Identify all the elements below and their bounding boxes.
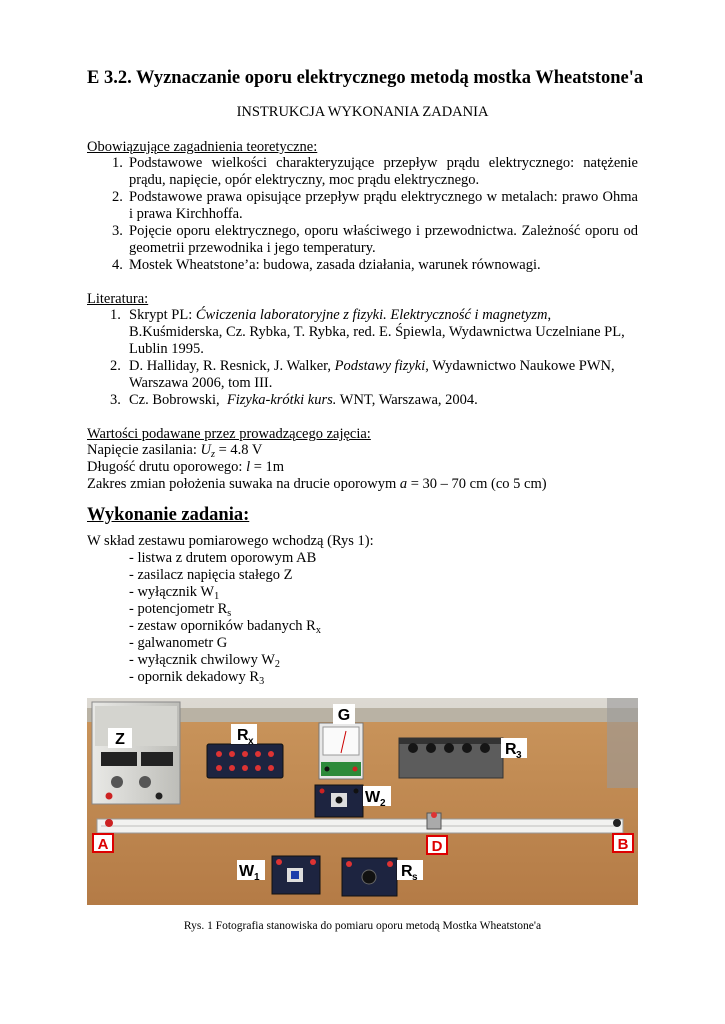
literature-item-3-title: Fizyka-krótki kurs.	[226, 392, 337, 408]
label-a: A	[97, 836, 109, 853]
power-supply-z	[92, 702, 180, 804]
length-label: Długość drutu oporowego:	[87, 459, 247, 475]
theory-item-3: Pojęcie oporu elektrycznego, oporu właściwego i przewodnictwa. Zależność oporu od geometrii przewodnika i jego temperatury.	[129, 223, 638, 256]
galvanometer-g	[319, 723, 363, 779]
equipment-item-text: - wyłącznik chwilowy W	[129, 652, 275, 668]
literature-item-1-title: Ćwiczenia laboratoryjne z fizyki. Elektryczność i magnetyzm	[195, 307, 548, 323]
length-line	[87, 459, 284, 476]
equipment-item-3	[129, 584, 219, 601]
voltage-subscript: z	[211, 449, 215, 460]
equipment-item-text: - galwanometr G	[129, 635, 228, 651]
label-r3: R	[505, 741, 517, 758]
label-z: Z	[115, 731, 125, 748]
literature-item-2	[129, 358, 634, 392]
label-w1: W	[239, 863, 255, 880]
equipment-item-text: - zestaw oporników badanych R	[129, 618, 316, 634]
resistor-set-rx	[207, 744, 283, 778]
momentary-switch-w2	[315, 785, 363, 817]
literature-item-1-post: , B.Kuśmiderska, Cz. Rybka, T. Rybka, red. E. Śpiewla, Wydawnictwa Uczelniane PL, Lublin 1995.	[129, 307, 625, 357]
equipment-item-4	[129, 601, 231, 618]
literature-num-2: 2.	[110, 358, 121, 374]
literature-item-2-title: Podstawy fizyki	[334, 358, 426, 374]
voltage-symbol: U	[200, 442, 212, 458]
theory-item-4: Mostek Wheatstone’a: budowa, zasada działania, warunek równowagi.	[129, 257, 541, 273]
length-symbol: l	[246, 459, 251, 475]
length-value: = 1m	[250, 459, 285, 475]
theory-num-4: 4.	[112, 257, 123, 273]
lab-setup-photo	[87, 698, 638, 905]
literature-num-3: 3.	[110, 392, 121, 408]
literature-heading: Literatura:	[87, 291, 149, 307]
chair-background	[607, 698, 638, 788]
lab-setup-illustration	[87, 698, 638, 905]
literature-item-1-pre: Skrypt PL:	[129, 307, 196, 323]
decade-resistor-r3	[399, 738, 503, 778]
literature-num-1: 1.	[110, 307, 121, 323]
equipment-item-text: - listwa z drutem oporowym AB	[129, 550, 317, 566]
label-g: G	[337, 707, 351, 724]
literature-item-3-post: WNT, Warszawa, 2004.	[336, 392, 478, 408]
label-w1-sub: 1	[254, 872, 260, 883]
equipment-item-text: - wyłącznik W	[129, 584, 215, 600]
range-label: Zakres zmian położenia suwaka na drucie oporowym	[87, 476, 400, 492]
potentiometer-rs	[342, 858, 397, 896]
switch-w1	[272, 856, 320, 894]
equipment-item-subscript: 1	[214, 591, 220, 602]
theory-item-1: Podstawowe wielkości charakteryzujące przepływ prądu elektrycznego: natężenie prądu, napięcie, opór elektryczny, moc prądu elektrycznego.	[129, 155, 638, 188]
label-rx: R	[237, 727, 249, 744]
equipment-item-subscript: 2	[274, 659, 280, 670]
label-d: D	[431, 838, 443, 855]
literature-item-2-post: , Wydawnictwo Naukowe PWN, Warszawa 2006, tom III.	[129, 358, 615, 391]
document-title: E 3.2. Wyznaczanie oporu elektrycznego metodą mostka Wheatstone'a	[87, 68, 644, 88]
equipment-item-subscript: 3	[259, 676, 265, 687]
theory-num-1: 1.	[112, 155, 123, 171]
equipment-item-5	[129, 618, 321, 635]
range-value: = 30 – 70 cm (co 5 cm)	[407, 476, 547, 492]
voltage-line	[87, 442, 262, 459]
execution-heading: Wykonanie zadania:	[87, 505, 250, 525]
label-rs-sub: s	[412, 872, 418, 883]
label-b: B	[617, 836, 629, 853]
literature-item-1	[129, 307, 634, 358]
values-heading: Wartości podawane przez prowadzącego zajęcia:	[87, 426, 371, 442]
label-r3-sub: 3	[516, 750, 522, 761]
label-rx-sub: x	[248, 736, 254, 747]
literature-item-3	[129, 392, 478, 409]
equipment-item-7	[129, 652, 280, 669]
equipment-item-subscript: s	[227, 608, 232, 619]
document-subtitle: INSTRUKCJA WYKONANIA ZADANIA	[236, 104, 489, 120]
equipment-item-text: - potencjometr R	[129, 601, 228, 617]
label-w2-sub: 2	[380, 798, 386, 809]
figure-caption: Rys. 1 Fotografia stanowiska do pomiaru oporu metodą Mostka Wheatstone'a	[183, 920, 542, 932]
equipment-item-8	[129, 669, 264, 686]
voltage-value: = 4.8 V	[214, 442, 263, 458]
equipment-item-1	[129, 550, 316, 567]
voltage-label: Napięcie zasilania:	[87, 442, 201, 458]
equipment-item-text: - opornik dekadowy R	[129, 669, 260, 685]
theory-heading: Obowiązujące zagadnienia teoretyczne:	[87, 139, 318, 155]
equipment-item-text: - zasilacz napięcia stałego Z	[129, 567, 293, 583]
theory-num-2: 2.	[112, 189, 123, 205]
range-symbol: a	[399, 476, 408, 492]
label-rs: R	[401, 863, 413, 880]
equipment-item-6	[129, 635, 227, 652]
literature-item-2-pre: D. Halliday, R. Resnick, J. Walker,	[129, 358, 335, 374]
equipment-item-subscript: x	[315, 625, 321, 636]
literature-item-3-pre: Cz. Bobrowski,	[129, 392, 227, 408]
label-w2: W	[365, 789, 381, 806]
theory-num-3: 3.	[112, 223, 123, 239]
execution-intro: W skład zestawu pomiarowego wchodzą (Rys 1):	[87, 533, 374, 549]
equipment-item-2	[129, 567, 292, 584]
theory-item-2: Podstawowe prawa opisujące przepływ prądu elektrycznego w metalach: prawo Ohma i prawa Kirchhoffa.	[129, 189, 638, 222]
range-line	[87, 476, 547, 493]
